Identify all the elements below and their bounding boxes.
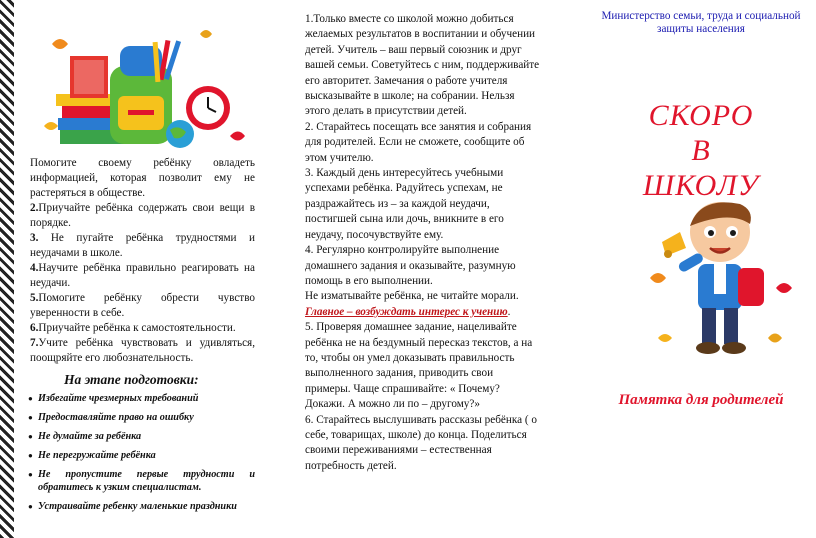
ministry-line-1: Министерство семьи, труда и социальной [601,10,801,22]
title-line-3: ШКОЛУ [642,169,760,202]
tip-item: ● Предоставляйте право на ошибку [30,411,255,424]
tip-item: ● Устраивайте ребенку маленькие праздники [30,500,255,513]
intro-num-6: 6. [30,322,39,334]
advice-4: 4. Регулярно контролируйте выполнение домашнего задания и оказывайте, разумную помощь в его выполнении. [305,244,516,287]
stage-title: На этапе подготовки: [64,372,199,387]
intro-item-4: Научите ребёнка правильно реагировать на неудачи. [30,262,255,289]
intro-num-7: 7. [30,337,39,349]
left-column [30,26,255,519]
intro-item-6: Приучайте ребёнка к самостоятельности. [38,322,236,334]
intro-num-3: 3. [30,232,39,244]
emphasis-period: . [507,305,511,318]
intro-item-1: Помогите своему ребёнку овладеть информацией, которая позволит ему не растеряться в обществе. [30,157,255,199]
emphasis-text: Главное – возбуждать интерес к учению [305,305,508,318]
advice-5: 5. Проверяя домашнее задание, нацеливайте ребёнка не на бездумный пересказ текстов, а на то, чтобы он умел доказывать правильность выполненного задания, приводить свои примеры. Чаще спрашивайте: « Почему? Докажи. А можно ли по – другому?» [305,321,533,411]
title-line-2: В [691,134,711,167]
intro-num-5: 5. [30,292,39,304]
school-supplies-illustration [30,26,255,156]
advice-3: 3. Каждый день интересуйтесь учебными успехами ребёнка. Радуйтесь успехам, не раздражайтесь из – за каждой неудачи, постигшей сына или дочь, вникните в его неудачу, посочувствуйте ему. [305,167,504,241]
advice-1: 1.Только вместе со школой можно добиться желаемых результатов в воспитании и обучении детей. Учитель – ваш первый союзник и друг вашей семьи. Советуйтесь с ним, поддерживайте его авторитет. Замечания о работе учителя высказывайте в школе; на собрании. Нельзя этого делать в присутствии детей. [305,13,540,118]
intro-item-5: Помогите ребёнку обрести чувство уверенности в себе. [30,292,255,319]
decorative-border [0,0,14,538]
intro-item-2: Приучайте ребёнка содержать свои вещи в порядке. [30,202,255,229]
advice-6: 6. Старайтесь выслушивать рассказы ребёнка ( о себе, товарищах, школе) до конца. Поделиться своими переживаниями – естественная потребность детей. [305,413,537,472]
middle-column [305,12,540,474]
advice-4-extra: Не изматывайте ребёнка, не читайте морали. [305,290,519,303]
tip-item: ● Не думайте за ребёнка [30,430,255,443]
tip-item: ● Не пропустите первые трудности и обратитесь к узким специалистам. [30,468,255,494]
ministry-header [592,10,810,36]
tips-list [30,392,255,513]
title-line-1: СКОРО [648,99,754,132]
advice-2: 2. Старайтесь посещать все занятия и собрания для родителей. Если не сможете, сообщите об этом учителю. [305,120,532,164]
advice-text [305,12,540,474]
memo-title: Памятка для родителей [618,392,784,408]
ministry-line-2: защиты населения [657,23,745,35]
tip-item: ● Избегайте чрезмерных требований [30,392,255,405]
intro-item-7: Учите ребёнка чувствовать и удивляться, поощряйте его любознательность. [30,337,255,364]
intro-item-3: Не пугайте ребёнка трудностями и неудачами в школе. [30,232,255,259]
intro-num-4: 4. [30,262,39,274]
tip-item: ● Не перегружайте ребёнка [30,449,255,462]
intro-num-2: 2. [30,202,39,214]
right-column [592,10,810,408]
schoolboy-illustration [648,188,798,368]
intro-paragraph [30,156,255,366]
